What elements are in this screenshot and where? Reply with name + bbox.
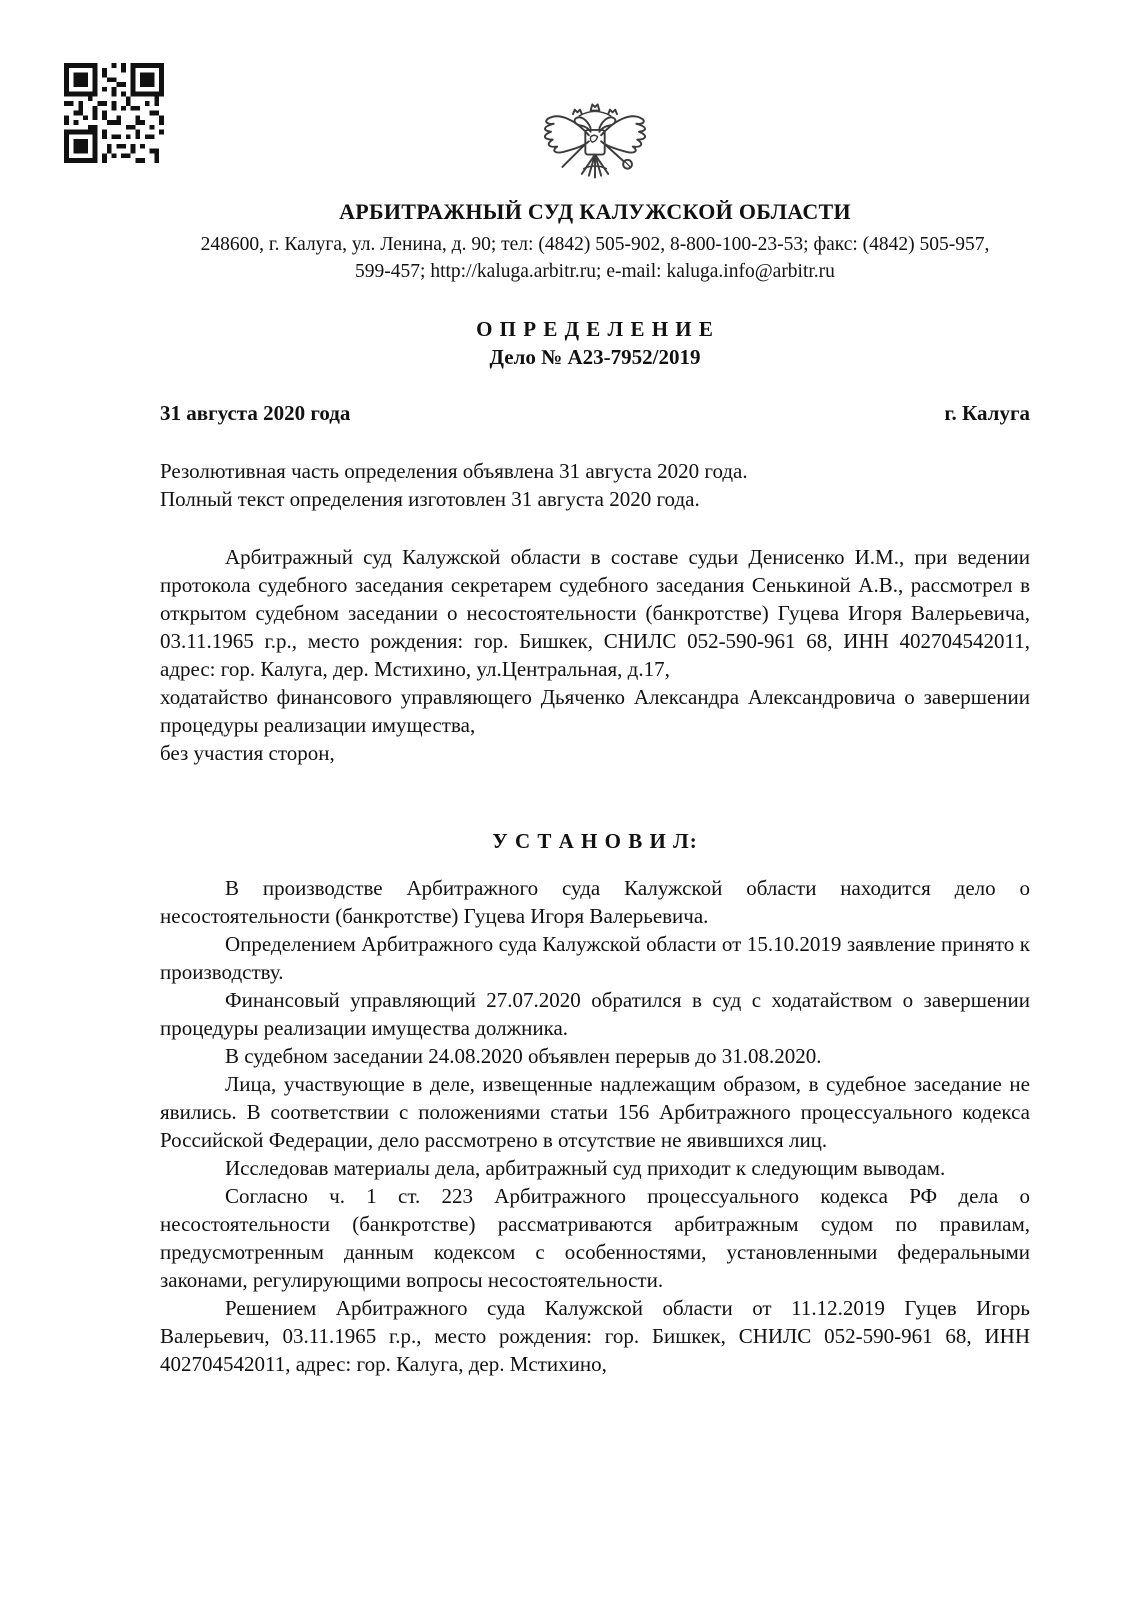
court-address-line1: 248600, г. Калуга, ул. Ленина, д. 90; тел: (4842) 505-902, 8-800-100-23-53; факс: (4842) 505-957, — [200, 234, 990, 255]
court-address-line2: 599-457; http://kaluga.arbitr.ru; e-mail: kaluga.info@arbitr.ru — [355, 261, 835, 282]
coat-of-arms-icon — [160, 100, 1030, 188]
court-name: АРБИТРАЖНЫЙ СУД КАЛУЖСКОЙ ОБЛАСТИ — [339, 199, 851, 224]
preamble-motion-paragraph: ходатайство финансового управляющего Дьяченко Александра Александровича о завершении процедуры реализации имущества, — [160, 685, 1030, 737]
preamble-block — [160, 543, 1030, 767]
intro-block — [160, 457, 1030, 513]
decision-city: г. Калуга — [944, 401, 1030, 425]
ustanovil-heading: У С Т А Н О В И Л: — [492, 829, 698, 853]
document-type-title: О П Р Е Д Е Л Е Н И Е — [476, 317, 714, 341]
body-paragraph: Исследовав материалы дела, арбитражный суд приходит к следующим выводам. — [225, 1156, 946, 1180]
body-paragraph: Решением Арбитражного суда Калужской области от 11.12.2019 Гуцев Игорь Валерьевич, 03.11.1965 г.р., место рождения: гор. Бишкек, СНИЛС 052-590-961 68, ИНН 402704542011, адрес: гор. Калуга, дер. Мстихино, — [160, 1296, 1030, 1376]
body-paragraph: В судебном заседании 24.08.2020 объявлен перерыв до 31.08.2020. — [225, 1044, 822, 1068]
preamble-paragraph: Арбитражный суд Калужской области в составе судьи Денисенко И.М., при ведении протокола судебного заседания секретарем судебного заседания Сенькиной А.В., рассмотрел в открытом судебном заседании о несостоятельности (банкротстве) Гуцева Игоря Валерьевича, 03.11.1965 г.р., место рождения: гор. Бишкек, СНИЛС 052-590-961 68, ИНН 402704542011, адрес: гор. Калуга, дер. Мстихино, ул.Центральная, д.17, — [160, 545, 1030, 681]
preamble-parties-paragraph: без участия сторон, — [160, 741, 335, 765]
qr-code — [64, 63, 164, 163]
resolutive-part-line: Резолютивная часть определения объявлена 31 августа 2020 года. — [160, 459, 748, 483]
body-paragraph: В производстве Арбитражного суда Калужской области находится дело о несостоятельности (банкротстве) Гуцева Игоря Валерьевича. — [160, 876, 1030, 928]
body-paragraph: Лица, участвующие в деле, извещенные надлежащим образом, в судебное заседание не явились. В соответствии с положениями статьи 156 Арбитражного процессуального кодекса Российской Федерации, дело рассмотрено в отсутствие не явившихся лиц. — [160, 1072, 1030, 1152]
body-paragraph: Определением Арбитражного суда Калужской области от 15.10.2019 заявление принято к производству. — [160, 932, 1030, 984]
case-number: Дело № А23-7952/2019 — [489, 345, 701, 369]
body-paragraph: Финансовый управляющий 27.07.2020 обратился в суд с ходатайством о завершении процедуры реализации имущества должника. — [160, 988, 1030, 1040]
dateline — [160, 399, 1030, 427]
body-paragraph: Согласно ч. 1 ст. 223 Арбитражного процессуального кодекса РФ дела о несостоятельности (банкротстве) рассматриваются арбитражным судом по правилам, предусмотренным данным кодексом с особенностями, установленными федеральными законами, регулирующими вопросы несостоятельности. — [160, 1184, 1030, 1292]
full-text-line: Полный текст определения изготовлен 31 августа 2020 года. — [160, 487, 700, 511]
decision-date: 31 августа 2020 года — [160, 401, 351, 425]
ruling-body — [160, 874, 1030, 1378]
